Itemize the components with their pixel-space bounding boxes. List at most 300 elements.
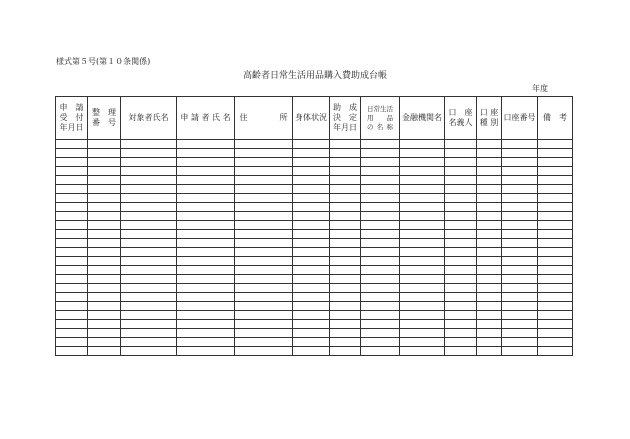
table-cell[interactable] xyxy=(330,167,361,176)
table-cell[interactable] xyxy=(177,248,235,257)
table-cell[interactable] xyxy=(121,266,177,275)
table-cell[interactable] xyxy=(177,338,235,347)
table-cell[interactable] xyxy=(88,194,121,203)
table-cell[interactable] xyxy=(477,320,502,329)
table-cell[interactable] xyxy=(445,320,477,329)
table-cell[interactable] xyxy=(177,140,235,149)
table-cell[interactable] xyxy=(121,185,177,194)
table-cell[interactable] xyxy=(330,239,361,248)
table-cell[interactable] xyxy=(330,257,361,266)
table-cell[interactable] xyxy=(400,176,445,185)
table-cell[interactable] xyxy=(538,239,573,248)
table-cell[interactable] xyxy=(293,158,330,167)
table-cell[interactable] xyxy=(445,149,477,158)
table-cell[interactable] xyxy=(538,167,573,176)
table-cell[interactable] xyxy=(477,239,502,248)
table-cell[interactable] xyxy=(400,329,445,338)
table-cell[interactable] xyxy=(502,248,538,257)
table-cell[interactable] xyxy=(88,203,121,212)
table-cell[interactable] xyxy=(56,329,88,338)
table-cell[interactable] xyxy=(361,302,400,311)
table-cell[interactable] xyxy=(177,311,235,320)
table-cell[interactable] xyxy=(502,293,538,302)
table-cell[interactable] xyxy=(445,347,477,356)
table-cell[interactable] xyxy=(88,248,121,257)
table-cell[interactable] xyxy=(177,266,235,275)
table-cell[interactable] xyxy=(477,347,502,356)
table-cell[interactable] xyxy=(502,194,538,203)
table-cell[interactable] xyxy=(400,221,445,230)
table-cell[interactable] xyxy=(177,275,235,284)
table-cell[interactable] xyxy=(361,176,400,185)
table-cell[interactable] xyxy=(88,329,121,338)
table-cell[interactable] xyxy=(400,167,445,176)
table-cell[interactable] xyxy=(361,248,400,257)
table-cell[interactable] xyxy=(293,185,330,194)
table-cell[interactable] xyxy=(445,248,477,257)
table-cell[interactable] xyxy=(293,239,330,248)
table-cell[interactable] xyxy=(477,284,502,293)
table-cell[interactable] xyxy=(56,158,88,167)
table-cell[interactable] xyxy=(56,194,88,203)
table-cell[interactable] xyxy=(445,176,477,185)
table-cell[interactable] xyxy=(361,347,400,356)
table-cell[interactable] xyxy=(88,266,121,275)
table-cell[interactable] xyxy=(177,167,235,176)
table-cell[interactable] xyxy=(361,221,400,230)
table-cell[interactable] xyxy=(330,302,361,311)
table-cell[interactable] xyxy=(177,239,235,248)
table-cell[interactable] xyxy=(293,284,330,293)
table-cell[interactable] xyxy=(538,248,573,257)
table-cell[interactable] xyxy=(56,302,88,311)
table-cell[interactable] xyxy=(330,212,361,221)
table-cell[interactable] xyxy=(330,185,361,194)
table-cell[interactable] xyxy=(361,293,400,302)
table-cell[interactable] xyxy=(330,203,361,212)
table-cell[interactable] xyxy=(293,293,330,302)
table-cell[interactable] xyxy=(56,320,88,329)
table-cell[interactable] xyxy=(361,329,400,338)
table-cell[interactable] xyxy=(235,275,293,284)
table-cell[interactable] xyxy=(177,185,235,194)
table-cell[interactable] xyxy=(121,329,177,338)
table-cell[interactable] xyxy=(477,194,502,203)
table-cell[interactable] xyxy=(235,176,293,185)
table-cell[interactable] xyxy=(361,212,400,221)
table-cell[interactable] xyxy=(56,221,88,230)
table-cell[interactable] xyxy=(477,329,502,338)
table-cell[interactable] xyxy=(177,347,235,356)
table-cell[interactable] xyxy=(502,275,538,284)
table-cell[interactable] xyxy=(400,266,445,275)
table-cell[interactable] xyxy=(235,257,293,266)
table-cell[interactable] xyxy=(445,167,477,176)
table-cell[interactable] xyxy=(330,149,361,158)
table-cell[interactable] xyxy=(293,347,330,356)
table-cell[interactable] xyxy=(445,311,477,320)
table-cell[interactable] xyxy=(538,212,573,221)
table-cell[interactable] xyxy=(88,257,121,266)
table-cell[interactable] xyxy=(538,230,573,239)
table-cell[interactable] xyxy=(445,275,477,284)
table-cell[interactable] xyxy=(502,239,538,248)
table-cell[interactable] xyxy=(293,320,330,329)
table-cell[interactable] xyxy=(330,320,361,329)
table-cell[interactable] xyxy=(235,158,293,167)
table-cell[interactable] xyxy=(88,149,121,158)
table-cell[interactable] xyxy=(56,230,88,239)
table-cell[interactable] xyxy=(538,203,573,212)
table-cell[interactable] xyxy=(121,230,177,239)
table-cell[interactable] xyxy=(445,194,477,203)
table-cell[interactable] xyxy=(361,266,400,275)
table-cell[interactable] xyxy=(538,176,573,185)
table-cell[interactable] xyxy=(56,347,88,356)
table-cell[interactable] xyxy=(330,194,361,203)
table-cell[interactable] xyxy=(502,302,538,311)
table-cell[interactable] xyxy=(235,230,293,239)
table-cell[interactable] xyxy=(235,149,293,158)
table-cell[interactable] xyxy=(293,203,330,212)
table-cell[interactable] xyxy=(88,302,121,311)
table-cell[interactable] xyxy=(293,275,330,284)
table-cell[interactable] xyxy=(56,185,88,194)
table-cell[interactable] xyxy=(177,329,235,338)
table-cell[interactable] xyxy=(502,212,538,221)
table-cell[interactable] xyxy=(330,230,361,239)
table-cell[interactable] xyxy=(400,230,445,239)
table-cell[interactable] xyxy=(293,248,330,257)
table-cell[interactable] xyxy=(538,320,573,329)
table-cell[interactable] xyxy=(88,347,121,356)
table-cell[interactable] xyxy=(477,302,502,311)
table-cell[interactable] xyxy=(330,293,361,302)
table-cell[interactable] xyxy=(293,338,330,347)
table-cell[interactable] xyxy=(445,257,477,266)
table-cell[interactable] xyxy=(400,185,445,194)
table-cell[interactable] xyxy=(235,293,293,302)
table-cell[interactable] xyxy=(56,239,88,248)
table-cell[interactable] xyxy=(361,311,400,320)
table-cell[interactable] xyxy=(400,203,445,212)
table-cell[interactable] xyxy=(177,212,235,221)
table-cell[interactable] xyxy=(56,284,88,293)
table-cell[interactable] xyxy=(121,140,177,149)
table-cell[interactable] xyxy=(400,239,445,248)
table-cell[interactable] xyxy=(477,203,502,212)
table-cell[interactable] xyxy=(477,248,502,257)
table-cell[interactable] xyxy=(56,257,88,266)
table-cell[interactable] xyxy=(361,158,400,167)
table-cell[interactable] xyxy=(538,266,573,275)
table-cell[interactable] xyxy=(445,221,477,230)
table-cell[interactable] xyxy=(477,185,502,194)
table-cell[interactable] xyxy=(538,257,573,266)
table-cell[interactable] xyxy=(121,347,177,356)
table-cell[interactable] xyxy=(293,230,330,239)
table-cell[interactable] xyxy=(502,167,538,176)
table-cell[interactable] xyxy=(502,221,538,230)
table-cell[interactable] xyxy=(538,338,573,347)
table-cell[interactable] xyxy=(400,275,445,284)
table-cell[interactable] xyxy=(88,275,121,284)
table-cell[interactable] xyxy=(88,221,121,230)
table-cell[interactable] xyxy=(235,302,293,311)
table-cell[interactable] xyxy=(235,185,293,194)
table-cell[interactable] xyxy=(121,248,177,257)
table-cell[interactable] xyxy=(293,266,330,275)
table-cell[interactable] xyxy=(88,284,121,293)
table-cell[interactable] xyxy=(88,140,121,149)
table-cell[interactable] xyxy=(361,203,400,212)
table-cell[interactable] xyxy=(330,338,361,347)
table-cell[interactable] xyxy=(477,275,502,284)
table-cell[interactable] xyxy=(293,221,330,230)
table-cell[interactable] xyxy=(88,212,121,221)
table-cell[interactable] xyxy=(538,293,573,302)
table-cell[interactable] xyxy=(235,266,293,275)
table-cell[interactable] xyxy=(538,275,573,284)
table-cell[interactable] xyxy=(330,284,361,293)
table-cell[interactable] xyxy=(121,275,177,284)
table-cell[interactable] xyxy=(400,338,445,347)
table-cell[interactable] xyxy=(121,302,177,311)
table-cell[interactable] xyxy=(330,329,361,338)
table-cell[interactable] xyxy=(361,194,400,203)
table-cell[interactable] xyxy=(477,140,502,149)
table-cell[interactable] xyxy=(477,158,502,167)
table-cell[interactable] xyxy=(56,212,88,221)
table-cell[interactable] xyxy=(400,158,445,167)
table-cell[interactable] xyxy=(538,185,573,194)
table-cell[interactable] xyxy=(88,230,121,239)
table-cell[interactable] xyxy=(361,185,400,194)
table-cell[interactable] xyxy=(121,194,177,203)
table-cell[interactable] xyxy=(445,140,477,149)
table-cell[interactable] xyxy=(88,239,121,248)
table-cell[interactable] xyxy=(235,311,293,320)
table-cell[interactable] xyxy=(330,266,361,275)
table-cell[interactable] xyxy=(361,320,400,329)
table-cell[interactable] xyxy=(293,302,330,311)
table-cell[interactable] xyxy=(235,203,293,212)
table-cell[interactable] xyxy=(121,167,177,176)
table-cell[interactable] xyxy=(502,140,538,149)
table-cell[interactable] xyxy=(121,284,177,293)
table-cell[interactable] xyxy=(330,275,361,284)
table-cell[interactable] xyxy=(477,257,502,266)
table-cell[interactable] xyxy=(361,275,400,284)
table-cell[interactable] xyxy=(445,212,477,221)
table-cell[interactable] xyxy=(502,266,538,275)
table-cell[interactable] xyxy=(56,167,88,176)
table-cell[interactable] xyxy=(538,329,573,338)
table-cell[interactable] xyxy=(400,347,445,356)
table-cell[interactable] xyxy=(502,338,538,347)
table-cell[interactable] xyxy=(538,284,573,293)
table-cell[interactable] xyxy=(56,275,88,284)
table-cell[interactable] xyxy=(445,203,477,212)
table-cell[interactable] xyxy=(56,248,88,257)
table-cell[interactable] xyxy=(235,221,293,230)
table-cell[interactable] xyxy=(502,311,538,320)
table-cell[interactable] xyxy=(121,212,177,221)
table-cell[interactable] xyxy=(56,293,88,302)
table-cell[interactable] xyxy=(177,257,235,266)
table-cell[interactable] xyxy=(502,284,538,293)
table-cell[interactable] xyxy=(445,329,477,338)
table-cell[interactable] xyxy=(177,221,235,230)
table-cell[interactable] xyxy=(400,320,445,329)
table-cell[interactable] xyxy=(121,293,177,302)
table-cell[interactable] xyxy=(361,239,400,248)
table-cell[interactable] xyxy=(56,266,88,275)
table-cell[interactable] xyxy=(538,158,573,167)
table-cell[interactable] xyxy=(538,221,573,230)
table-cell[interactable] xyxy=(56,176,88,185)
table-cell[interactable] xyxy=(235,194,293,203)
table-cell[interactable] xyxy=(477,167,502,176)
table-cell[interactable] xyxy=(538,347,573,356)
table-cell[interactable] xyxy=(400,302,445,311)
table-cell[interactable] xyxy=(293,311,330,320)
table-cell[interactable] xyxy=(177,230,235,239)
table-cell[interactable] xyxy=(293,140,330,149)
table-cell[interactable] xyxy=(56,311,88,320)
table-cell[interactable] xyxy=(477,221,502,230)
table-cell[interactable] xyxy=(477,293,502,302)
table-cell[interactable] xyxy=(235,248,293,257)
table-cell[interactable] xyxy=(235,212,293,221)
table-cell[interactable] xyxy=(445,230,477,239)
table-cell[interactable] xyxy=(88,185,121,194)
table-cell[interactable] xyxy=(235,338,293,347)
table-cell[interactable] xyxy=(502,176,538,185)
table-cell[interactable] xyxy=(177,176,235,185)
table-cell[interactable] xyxy=(361,230,400,239)
table-cell[interactable] xyxy=(56,203,88,212)
table-cell[interactable] xyxy=(502,230,538,239)
table-cell[interactable] xyxy=(235,320,293,329)
table-cell[interactable] xyxy=(56,149,88,158)
table-cell[interactable] xyxy=(121,221,177,230)
table-cell[interactable] xyxy=(177,302,235,311)
table-cell[interactable] xyxy=(502,149,538,158)
table-cell[interactable] xyxy=(121,257,177,266)
table-cell[interactable] xyxy=(538,311,573,320)
table-cell[interactable] xyxy=(88,338,121,347)
table-cell[interactable] xyxy=(293,194,330,203)
table-cell[interactable] xyxy=(445,293,477,302)
table-cell[interactable] xyxy=(477,311,502,320)
table-cell[interactable] xyxy=(235,347,293,356)
table-cell[interactable] xyxy=(177,320,235,329)
table-cell[interactable] xyxy=(502,185,538,194)
table-cell[interactable] xyxy=(361,284,400,293)
table-cell[interactable] xyxy=(477,149,502,158)
table-cell[interactable] xyxy=(502,158,538,167)
table-cell[interactable] xyxy=(293,167,330,176)
table-cell[interactable] xyxy=(293,149,330,158)
table-cell[interactable] xyxy=(445,284,477,293)
table-cell[interactable] xyxy=(502,329,538,338)
table-cell[interactable] xyxy=(400,212,445,221)
table-cell[interactable] xyxy=(88,176,121,185)
table-cell[interactable] xyxy=(88,293,121,302)
table-cell[interactable] xyxy=(330,158,361,167)
table-cell[interactable] xyxy=(477,266,502,275)
table-cell[interactable] xyxy=(400,284,445,293)
table-cell[interactable] xyxy=(235,239,293,248)
table-cell[interactable] xyxy=(400,311,445,320)
table-cell[interactable] xyxy=(330,347,361,356)
table-cell[interactable] xyxy=(400,140,445,149)
table-cell[interactable] xyxy=(330,311,361,320)
table-cell[interactable] xyxy=(400,248,445,257)
table-cell[interactable] xyxy=(177,293,235,302)
table-cell[interactable] xyxy=(121,149,177,158)
table-cell[interactable] xyxy=(88,158,121,167)
table-cell[interactable] xyxy=(330,248,361,257)
table-cell[interactable] xyxy=(538,149,573,158)
table-cell[interactable] xyxy=(502,320,538,329)
table-cell[interactable] xyxy=(121,320,177,329)
table-cell[interactable] xyxy=(293,329,330,338)
table-cell[interactable] xyxy=(361,257,400,266)
table-cell[interactable] xyxy=(538,140,573,149)
table-cell[interactable] xyxy=(445,302,477,311)
table-cell[interactable] xyxy=(361,167,400,176)
table-cell[interactable] xyxy=(477,338,502,347)
table-cell[interactable] xyxy=(177,149,235,158)
table-cell[interactable] xyxy=(361,149,400,158)
table-cell[interactable] xyxy=(445,338,477,347)
table-cell[interactable] xyxy=(56,338,88,347)
table-cell[interactable] xyxy=(477,176,502,185)
table-cell[interactable] xyxy=(121,203,177,212)
table-cell[interactable] xyxy=(445,239,477,248)
table-cell[interactable] xyxy=(330,221,361,230)
table-cell[interactable] xyxy=(88,320,121,329)
table-cell[interactable] xyxy=(445,158,477,167)
table-cell[interactable] xyxy=(235,329,293,338)
table-cell[interactable] xyxy=(330,140,361,149)
table-cell[interactable] xyxy=(400,149,445,158)
table-cell[interactable] xyxy=(361,338,400,347)
table-cell[interactable] xyxy=(445,185,477,194)
table-cell[interactable] xyxy=(445,266,477,275)
table-cell[interactable] xyxy=(477,230,502,239)
table-cell[interactable] xyxy=(121,158,177,167)
table-cell[interactable] xyxy=(177,284,235,293)
table-cell[interactable] xyxy=(121,338,177,347)
table-cell[interactable] xyxy=(56,140,88,149)
table-cell[interactable] xyxy=(177,158,235,167)
table-cell[interactable] xyxy=(293,176,330,185)
table-cell[interactable] xyxy=(400,293,445,302)
table-cell[interactable] xyxy=(121,311,177,320)
table-cell[interactable] xyxy=(538,194,573,203)
table-cell[interactable] xyxy=(88,167,121,176)
table-cell[interactable] xyxy=(121,239,177,248)
table-cell[interactable] xyxy=(235,167,293,176)
table-cell[interactable] xyxy=(400,257,445,266)
table-cell[interactable] xyxy=(502,347,538,356)
table-cell[interactable] xyxy=(88,311,121,320)
table-cell[interactable] xyxy=(235,284,293,293)
table-cell[interactable] xyxy=(400,194,445,203)
